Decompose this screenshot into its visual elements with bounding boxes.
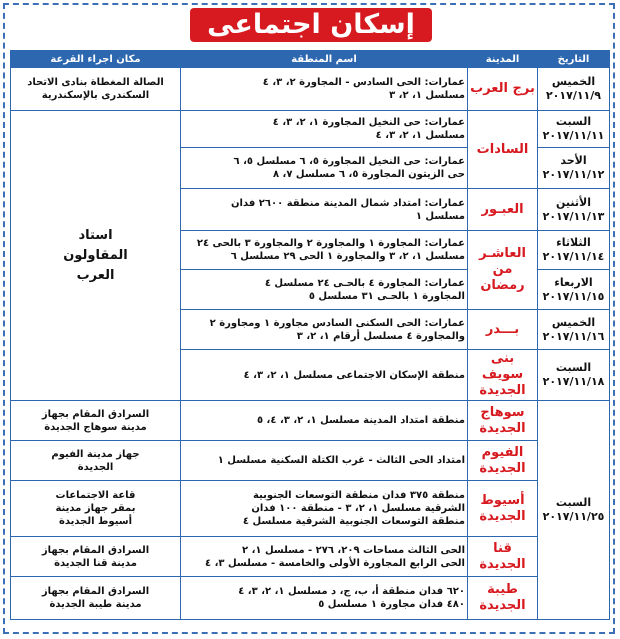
city-cell: العاشـر من رمضان [468,231,538,310]
city-cell: بنى سويف الجديدة [468,350,538,401]
date-cell: السبت ٢٠١٧/١١/٢٥ [538,401,610,620]
area-cell: عمارات: حى النخيل المجاورة ٥، ٦ مسلسل ٥، ٦ حى الزيتون المجاورة ٥، ٦ مسلسل ٧، ٨ [181,148,468,189]
date-cell: الخميس ٢٠١٧/١١/١٦ [538,310,610,350]
place-cell: جهاز مدينة الفيوم الجديدة [11,441,181,481]
date-cell: الخميس ٢٠١٧/١١/٩ [538,68,610,111]
place-cell: السرادق المقام بجهاز مدينة سوهاج الجديدة [11,401,181,441]
area-cell: منطقة ٣٧٥ فدان منطقة التوسعات الجنوبية الشرقية مسلسل ١، ٢، ٣ - منطقة ١٠٠ فدان منطقة التوسعات الجنوبية الشرقية مسلسل ٤ [181,481,468,537]
lottery-schedule-table [10,50,610,620]
table-row [11,111,610,148]
date-cell: السبت ٢٠١٧/١١/١٨ [538,350,610,401]
city-cell: برج العرب [468,68,538,111]
area-cell: عمارات: الحى السكنى السادس مجاورة ١ ومجاورة ٢ والمجاورة ٤ مسلسل أرقام ١، ٢، ٣ [181,310,468,350]
table-row [11,441,610,481]
place-cell: السرادق المقام بجهاز مدينة طيبة الجديدة [11,577,181,620]
area-cell: ٦٢٠ فدان منطقة أ، ب، ج، د مسلسل ١، ٢، ٣، ٤ ٤٨٠ فدان مجاورة ١ مسلسل ٥ [181,577,468,620]
place-cell: الصالة المغطاة بنادى الاتحاد السكندرى بالإسكندرية [11,68,181,111]
header-area: اسم المنطقة [181,51,468,68]
place-cell: السرادق المقام بجهاز مدينة قنا الجديدة [11,537,181,577]
area-cell: عمارات: المجاورة ٤ بالحـى ٢٤ مسلسل ٤ المجاورة ١ بالحـى ٣١ مسلسل ٥ [181,270,468,310]
table-row [11,537,610,577]
area-cell: عمارات: المجاورة ١ والمجاورة ٢ والمجاورة ٣ بالحى ٢٤ مسلسل ١، ٢، ٣ والمجاورة ١ الحى ٢٩ مسلسل ٦ [181,231,468,270]
city-cell: الفيوم الجديدة [468,441,538,481]
city-cell: السادات [468,111,538,189]
date-cell: الاربعاء ٢٠١٧/١١/١٥ [538,270,610,310]
area-cell: عمارات: امتداد شمال المدينة منطقة ٢٦٠٠ فدان مسلسل ١ [181,189,468,231]
date-cell: السبت ٢٠١٧/١١/١١ [538,111,610,148]
date-cell: الأحد ٢٠١٧/١١/١٢ [538,148,610,189]
city-cell: طيبة الجديدة [468,577,538,620]
city-cell: العبـور [468,189,538,231]
date-cell: الثلاثاء ٢٠١٧/١١/١٤ [538,231,610,270]
date-cell: الأثنين ٢٠١٧/١١/١٣ [538,189,610,231]
city-cell: بـــدر [468,310,538,350]
area-cell: منطقة امتداد المدينة مسلسل ١، ٢، ٣، ٤، ٥ [181,401,468,441]
area-cell: عمارات: الحى السادس - المجاورة ٢، ٣، ٤ مسلسل ١، ٢، ٣ [181,68,468,111]
area-cell: عمارات: حى النخيل المجاورة ١، ٢، ٣، ٤ مسلسل ١، ٢، ٣، ٤ [181,111,468,148]
header-city: المدينة [468,51,538,68]
page-title: إسكان اجتماعى [190,8,432,42]
place-cell: قاعة الاجتماعات بمقر جهاز مدينة أسيوط الجديدة [11,481,181,537]
city-cell: قنا الجديدة [468,537,538,577]
table-row [11,68,610,111]
place-cell: استاد المقاولون العرب [11,111,181,401]
table-row [11,577,610,620]
area-cell: امتداد الحى الثالث - غرب الكتلة السكنية مسلسل ١ [181,441,468,481]
table-header-row [11,51,610,68]
table-row [11,401,610,441]
table-row [11,481,610,537]
header-date: التاريخ [538,51,610,68]
header-place: مكان اجراء القرعة [11,51,181,68]
city-cell: أسيوط الجديدة [468,481,538,537]
city-cell: سوهاج الجديدة [468,401,538,441]
area-cell: منطقة الإسكان الاجتماعى مسلسل ١، ٢، ٣، ٤ [181,350,468,401]
area-cell: الحى الثالث مساحات ٢٠٩، ٢٧٦ - مسلسل ١، ٢ الحى الرابع المجاورة الأولى والخامسة - مسلسل ٣، ٤ [181,537,468,577]
